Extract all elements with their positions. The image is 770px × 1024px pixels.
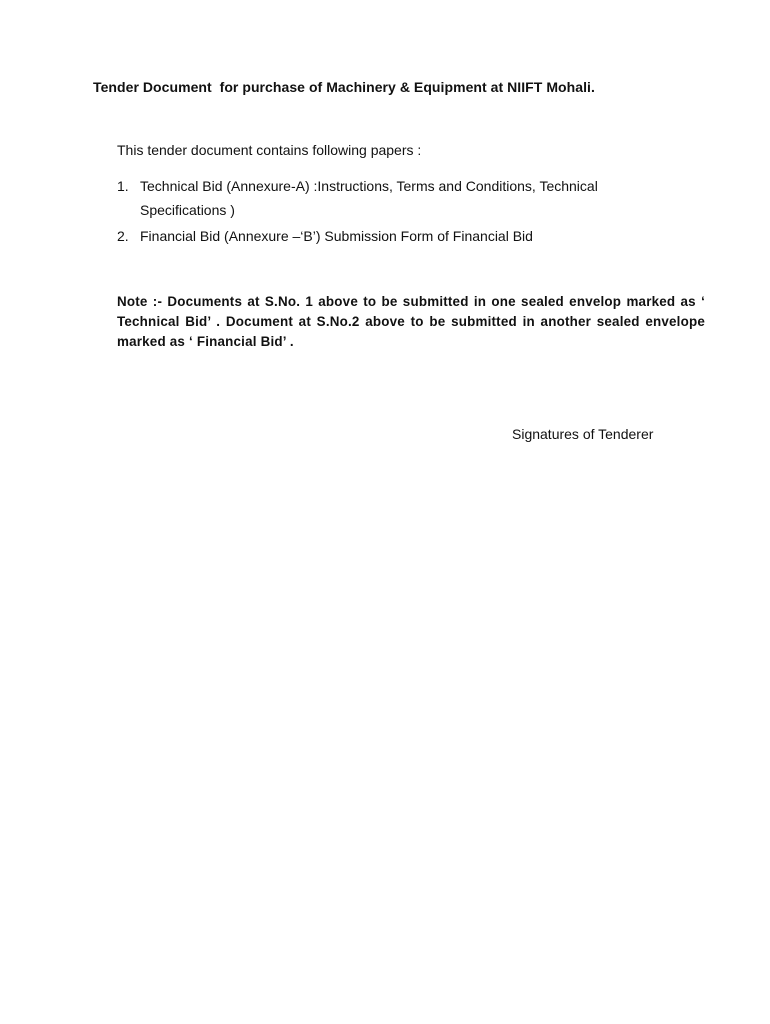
intro-text: This tender document contains following papers : — [117, 142, 422, 158]
signature-label: Signatures of Tenderer — [512, 426, 654, 442]
submission-note: Note :- Documents at S.No. 1 above to be submitted in one sealed envelop marked as ‘ Technical Bid’ . Document at S.No.2 above to be submitted in another sealed envelope marked as ‘ Financial Bid’ . — [117, 294, 705, 349]
list-item — [117, 224, 677, 248]
list-item-number: 2. — [117, 228, 129, 244]
list-item-number: 1. — [117, 178, 129, 194]
papers-list — [117, 174, 677, 250]
document-title: Tender Document for purchase of Machinery & Equipment at NIIFT Mohali. — [93, 79, 595, 95]
list-item-text: Financial Bid (Annexure –‘B’) Submission Form of Financial Bid — [140, 228, 533, 244]
list-item — [117, 174, 677, 222]
list-item-text: Technical Bid (Annexure-A) :Instructions, Terms and Conditions, Technical Specifications ) — [140, 178, 598, 218]
